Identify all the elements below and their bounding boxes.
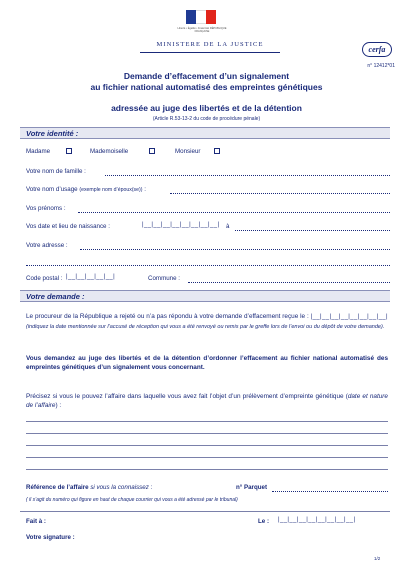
mademoiselle-checkbox[interactable] — [149, 148, 155, 154]
usage-name-hint: (exemple nom d’époux(se)) — [79, 187, 143, 193]
p1-text: Le procureur de la République a rejeté ou n’a pas répondu à votre demande d’effacement reçue le : — [26, 313, 309, 320]
first-names-field[interactable] — [78, 212, 390, 213]
parquet-label: n° Parquet — [236, 484, 268, 491]
birth-date-boxes[interactable]: |__|__|__|__|__|__|__|__| — [142, 222, 220, 228]
commune-field[interactable] — [188, 282, 390, 283]
commune-label: Commune : — [148, 275, 180, 282]
affair-line-3[interactable] — [26, 445, 388, 446]
affair-line-5[interactable] — [26, 469, 388, 470]
form-number: n° 12412*01 — [367, 63, 395, 69]
form-title — [40, 71, 373, 93]
section-divider — [20, 511, 390, 512]
le-label: Le : — [258, 518, 270, 525]
affair-line-4[interactable] — [26, 457, 388, 458]
request-paragraph-1 — [26, 312, 388, 332]
mademoiselle-label: Mademoiselle — [90, 148, 129, 155]
cerfa-logo: cerfa — [362, 42, 392, 57]
parquet-field[interactable] — [272, 491, 388, 492]
p1-note: (indiquez la date mentionnée sur l’accusé de réception qui vous a été renvoyé ou remis par le greffe lors de l’envoi ou du dépôt de votre demande). — [26, 324, 385, 330]
request-paragraph-2: Vous demandez au juge des libertés et de la détention d’ordonner l’effacement au fichier national automatisé des empreintes génétiques d’un signalement vous concernant. — [26, 355, 388, 371]
fait-label: Fait à : — [26, 518, 46, 525]
birth-place-field[interactable] — [235, 230, 390, 231]
p3-italic: date et nature de l’affaire — [26, 393, 388, 409]
postal-code-boxes[interactable]: |__|__|__|__|__| — [66, 274, 116, 280]
reception-date-boxes[interactable]: |__|__|__|__|__|__|__|__| — [310, 314, 388, 320]
madame-checkbox[interactable] — [66, 148, 72, 154]
identity-section-header: Votre identité : — [20, 127, 390, 139]
emblem-caption: Liberté • Égalité • Fraternité RÉPUBLIQUE FRANÇAISE — [177, 27, 227, 33]
reference-colon: : — [150, 484, 153, 491]
flag-blue — [186, 10, 196, 24]
title-line-2: au fichier national automatisé des empreintes génétiques — [90, 82, 323, 92]
ministry-rule — [140, 52, 280, 53]
monsieur-checkbox[interactable] — [214, 148, 220, 154]
reference-label-text: Référence de l’affaire — [26, 484, 89, 491]
reference-note: ( il s’agit du numéro qui figure en haut de chaque courrier qui vous a été adressé par le tribunal) — [26, 497, 238, 503]
french-flag-logo — [186, 10, 216, 24]
postal-code-label: Code postal : — [26, 275, 63, 282]
address-field-1[interactable] — [80, 249, 390, 250]
address-field-2[interactable] — [26, 265, 390, 266]
affair-line-2[interactable] — [26, 433, 388, 434]
monsieur-label: Monsieur — [175, 148, 201, 155]
family-name-label: Votre nom de famille : — [26, 168, 86, 175]
p3-start: Précisez si vous le pouvez l’affaire dans laquelle vous avez fait l’objet d’un prélèvement d’empreinte génétique ( — [26, 393, 348, 400]
form-subtitle: adressée au juge des libertés et de la détention — [111, 103, 302, 113]
usage-name-colon: : — [144, 186, 146, 193]
signature-label: Votre signature : — [26, 534, 75, 541]
first-names-label: Vos prénoms : — [26, 205, 66, 212]
usage-name-field[interactable] — [170, 193, 390, 194]
request-paragraph-3 — [26, 392, 388, 410]
flag-red — [206, 10, 216, 24]
signature-date-boxes[interactable]: |__|__|__|__|__|__|__|__| — [278, 517, 356, 523]
affair-line-1[interactable] — [26, 421, 388, 422]
ministry-name: MINISTERE DE LA JUSTICE — [156, 41, 264, 48]
birth-label: Vos date et lieu de naissance : — [26, 223, 110, 230]
flag-white — [196, 10, 206, 24]
usage-name-label — [26, 186, 146, 193]
family-name-field[interactable] — [105, 175, 390, 176]
address-label: Votre adresse : — [26, 242, 68, 249]
birth-place-prefix: à — [226, 223, 230, 230]
reference-hint: si vous la connaissez — [90, 484, 149, 491]
title-line-1: Demande d’effacement d’un signalement — [123, 71, 290, 81]
usage-name-text: Votre nom d’usage — [26, 186, 78, 193]
legal-article: (Article R.53-13-2 du code de procédure pénale) — [152, 116, 261, 122]
madame-label: Madame — [26, 148, 51, 155]
reference-label — [26, 484, 152, 491]
page-number: 1/2 — [374, 556, 381, 561]
request-section-header: Votre demande : — [20, 290, 390, 302]
p3-end: ) : — [55, 402, 62, 409]
